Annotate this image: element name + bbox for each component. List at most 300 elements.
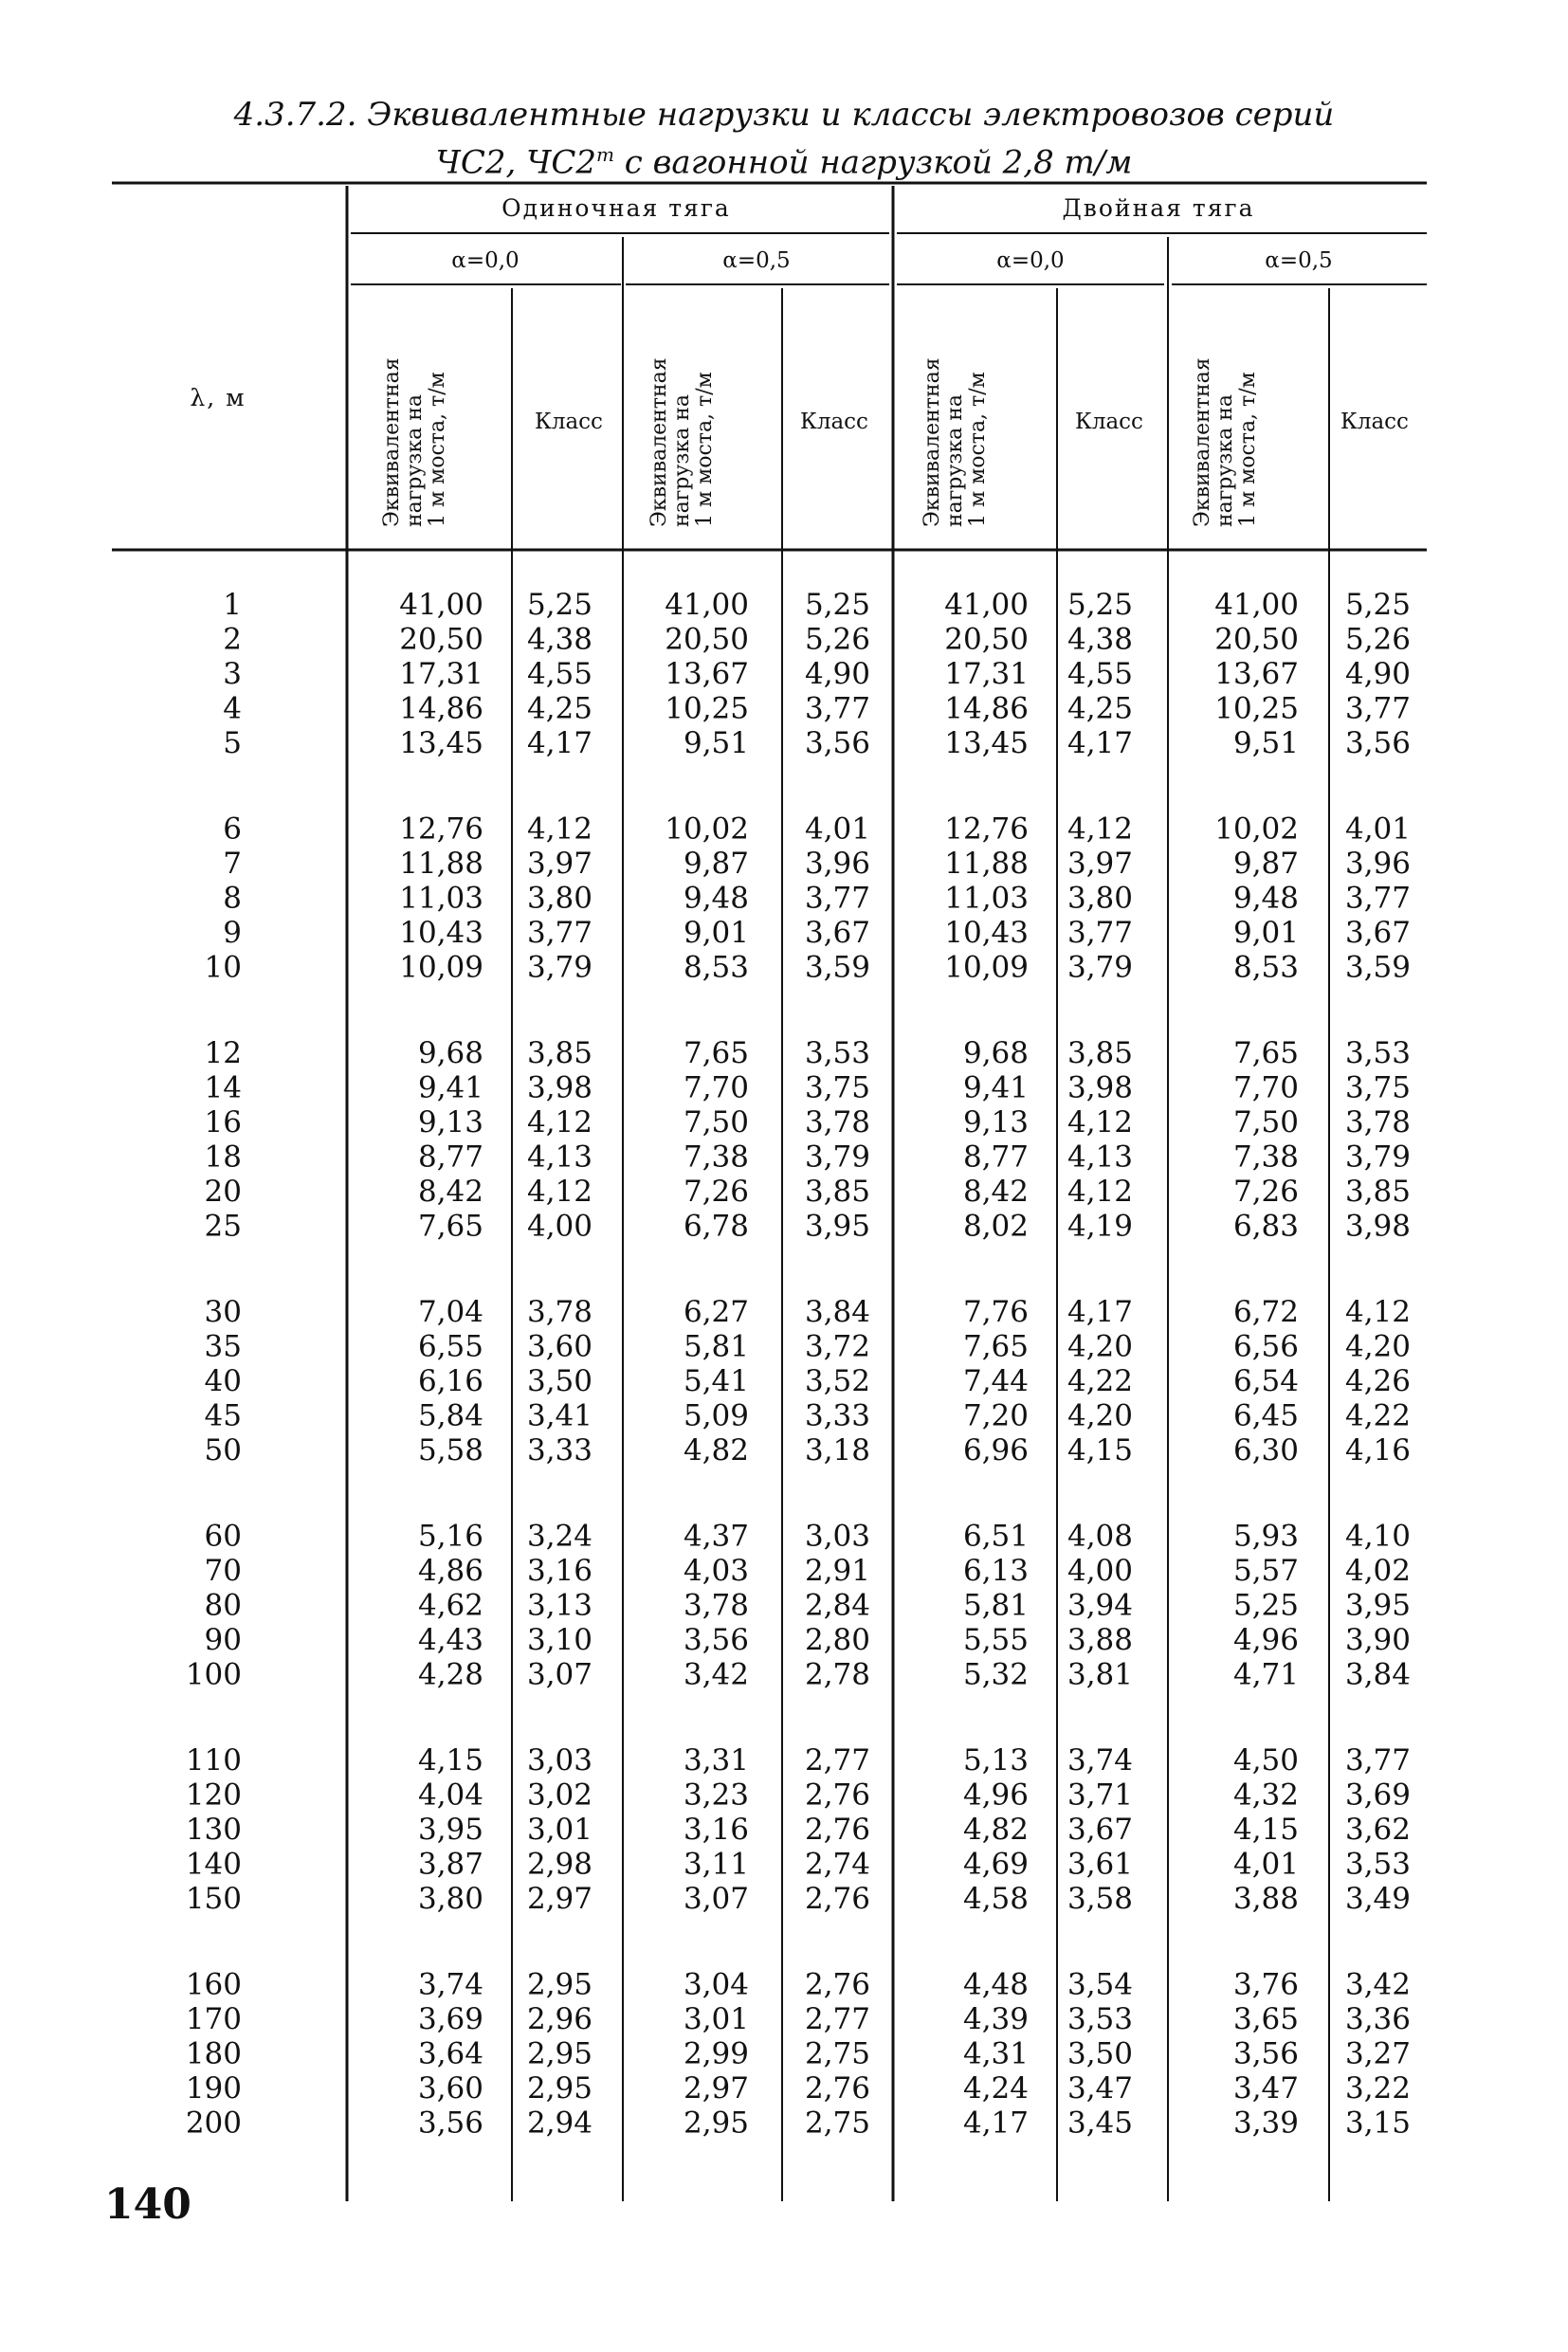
header-alpha-2: α=0,5 xyxy=(722,248,791,273)
table-row xyxy=(205,1036,1411,1070)
class-cell: 2,76 xyxy=(804,1967,870,2002)
class-cell: 4,12 xyxy=(526,811,593,847)
table-row xyxy=(186,1658,1411,1692)
load-cell: 5,57 xyxy=(1232,1554,1299,1588)
class-cell: 4,25 xyxy=(1067,691,1133,726)
header-load-line: 1 м моста, т/м xyxy=(1236,372,1260,527)
lambda-cell: 200 xyxy=(185,2106,242,2141)
lambda-cell: 180 xyxy=(185,2036,242,2071)
load-cell: 6,56 xyxy=(1232,1329,1299,1364)
load-cell: 13,67 xyxy=(665,657,749,691)
class-cell: 3,07 xyxy=(526,1657,593,1692)
class-cell: 3,27 xyxy=(1344,2036,1411,2071)
class-cell: 3,80 xyxy=(526,881,593,916)
class-cell: 2,78 xyxy=(804,1657,870,1692)
load-cell: 10,43 xyxy=(944,916,1029,950)
table-row xyxy=(186,1882,1411,1916)
class-cell: 3,56 xyxy=(804,726,870,760)
load-cell: 3,11 xyxy=(683,1847,749,1882)
class-cell: 3,75 xyxy=(1344,1070,1411,1105)
load-cell: 7,44 xyxy=(962,1364,1029,1398)
table-row xyxy=(186,2002,1411,2036)
table-row xyxy=(205,1554,1411,1588)
load-cell: 9,48 xyxy=(683,881,749,916)
class-cell: 2,77 xyxy=(804,2002,870,2036)
load-cell: 9,68 xyxy=(962,1036,1029,1070)
class-cell: 2,95 xyxy=(526,1967,593,2002)
load-cell: 9,87 xyxy=(683,847,749,881)
load-cell: 3,95 xyxy=(417,1813,483,1847)
class-cell: 3,85 xyxy=(1067,1036,1133,1070)
table-row xyxy=(223,588,1411,622)
class-cell: 3,78 xyxy=(804,1105,870,1140)
lambda-cell: 8 xyxy=(223,881,242,916)
load-cell: 17,31 xyxy=(944,657,1029,691)
load-cell: 3,64 xyxy=(417,2036,483,2071)
table-row xyxy=(205,1364,1411,1398)
class-cell: 4,10 xyxy=(1344,1519,1411,1554)
load-cell: 5,25 xyxy=(1232,1588,1299,1623)
class-cell: 3,15 xyxy=(1344,2106,1411,2141)
load-cell: 20,50 xyxy=(1214,622,1299,657)
header-alpha-1: α=0,0 xyxy=(451,248,520,273)
table-row xyxy=(223,847,1411,881)
load-cell: 5,55 xyxy=(962,1623,1029,1657)
title-series-superscript: т xyxy=(596,143,614,166)
load-cell: 6,45 xyxy=(1232,1398,1299,1433)
page-number: 140 xyxy=(104,2180,191,2229)
load-cell: 3,47 xyxy=(1232,2071,1299,2106)
load-cell: 4,04 xyxy=(417,1778,483,1813)
lambda-cell: 190 xyxy=(185,2071,242,2106)
load-cell: 2,95 xyxy=(683,2106,749,2141)
load-cell: 3,42 xyxy=(683,1657,749,1692)
class-cell: 4,17 xyxy=(526,726,593,760)
load-cell: 11,03 xyxy=(944,881,1029,916)
header-class-2: Класс xyxy=(800,410,868,434)
class-cell: 4,17 xyxy=(1067,1295,1133,1329)
class-cell: 3,33 xyxy=(526,1433,593,1468)
load-cell: 6,54 xyxy=(1232,1364,1299,1398)
load-cell: 9,41 xyxy=(962,1070,1029,1105)
lambda-cell: 150 xyxy=(185,1882,242,1916)
class-cell: 3,79 xyxy=(1067,950,1133,985)
load-cell: 9,13 xyxy=(417,1105,483,1140)
class-cell: 3,50 xyxy=(526,1364,593,1398)
load-cell: 8,77 xyxy=(962,1140,1029,1175)
load-cell: 17,31 xyxy=(399,657,483,691)
table-row xyxy=(186,1743,1411,1778)
class-cell: 2,95 xyxy=(526,2036,593,2071)
header-group-single: Одиночная тяга xyxy=(501,194,731,222)
class-cell: 3,78 xyxy=(1344,1105,1411,1140)
class-cell: 3,53 xyxy=(1344,1036,1411,1070)
table-row xyxy=(223,916,1411,950)
header-class-1: Класс xyxy=(535,410,603,434)
class-cell: 3,58 xyxy=(1067,1882,1133,1916)
load-cell: 20,50 xyxy=(944,622,1029,657)
class-cell: 4,22 xyxy=(1067,1364,1133,1398)
load-cell: 3,87 xyxy=(417,1847,483,1882)
lambda-cell: 7 xyxy=(223,847,242,881)
lambda-cell: 18 xyxy=(204,1140,242,1175)
header-load-line: 1 м моста, т/м xyxy=(426,372,449,527)
class-cell: 4,01 xyxy=(1344,811,1411,847)
header-class-4: Класс xyxy=(1340,410,1409,434)
header-load-line: Эквивалентная xyxy=(647,357,671,527)
class-cell: 3,53 xyxy=(804,1036,870,1070)
lambda-cell: 140 xyxy=(185,1847,242,1882)
class-cell: 5,26 xyxy=(804,622,870,657)
load-cell: 7,50 xyxy=(683,1105,749,1140)
load-cell: 7,65 xyxy=(417,1209,483,1244)
class-cell: 3,77 xyxy=(1344,1743,1411,1778)
load-cell: 4,31 xyxy=(962,2036,1029,2071)
load-cell: 7,65 xyxy=(1232,1036,1299,1070)
class-cell: 5,26 xyxy=(1344,622,1411,657)
load-cell: 3,56 xyxy=(1232,2036,1299,2071)
class-cell: 4,17 xyxy=(1067,726,1133,760)
class-cell: 4,12 xyxy=(1067,1105,1133,1140)
class-cell: 4,25 xyxy=(526,691,593,726)
class-cell: 3,47 xyxy=(1067,2071,1133,2106)
load-cell: 9,51 xyxy=(683,726,749,760)
class-cell: 3,53 xyxy=(1067,2002,1133,2036)
load-cell: 10,09 xyxy=(944,950,1029,985)
class-cell: 4,12 xyxy=(1344,1295,1411,1329)
header-class-3: Класс xyxy=(1075,410,1143,434)
table-row xyxy=(186,1813,1411,1847)
class-cell: 4,12 xyxy=(526,1175,593,1209)
load-cell: 6,13 xyxy=(962,1554,1029,1588)
class-cell: 3,61 xyxy=(1067,1847,1133,1882)
table-row xyxy=(205,1623,1411,1657)
class-cell: 2,95 xyxy=(526,2071,593,2106)
lambda-cell: 120 xyxy=(185,1778,242,1813)
class-cell: 4,15 xyxy=(1067,1433,1133,1468)
table-row xyxy=(205,1399,1411,1433)
class-cell: 2,76 xyxy=(804,1813,870,1847)
header-load-4 xyxy=(1191,357,1260,527)
load-cell: 4,58 xyxy=(962,1882,1029,1916)
class-cell: 5,25 xyxy=(526,588,593,622)
class-cell: 3,69 xyxy=(1344,1778,1411,1813)
class-cell: 5,25 xyxy=(1344,588,1411,622)
class-cell: 3,94 xyxy=(1067,1588,1133,1623)
load-cell: 4,96 xyxy=(962,1778,1029,1813)
class-cell: 4,12 xyxy=(1067,1175,1133,1209)
class-cell: 3,71 xyxy=(1067,1778,1133,1813)
class-cell: 3,77 xyxy=(1344,691,1411,726)
load-cell: 3,31 xyxy=(683,1743,749,1778)
class-cell: 3,45 xyxy=(1067,2106,1133,2141)
lambda-cell: 45 xyxy=(204,1398,242,1433)
load-cell: 3,76 xyxy=(1232,1967,1299,2002)
class-cell: 3,33 xyxy=(804,1398,870,1433)
load-cell: 4,71 xyxy=(1232,1657,1299,1692)
title-load: с вагонной нагрузкой 2,8 т/м xyxy=(613,143,1133,182)
table-row xyxy=(205,1520,1411,1554)
class-cell: 4,02 xyxy=(1344,1554,1411,1588)
class-cell: 3,67 xyxy=(804,916,870,950)
header-load-line: Эквивалентная xyxy=(380,357,404,527)
lambda-cell: 80 xyxy=(204,1588,242,1623)
load-cell: 13,67 xyxy=(1214,657,1299,691)
lambda-cell: 14 xyxy=(204,1070,242,1105)
table-row xyxy=(205,1071,1411,1105)
load-cell: 4,37 xyxy=(683,1519,749,1554)
load-cell: 9,48 xyxy=(1232,881,1299,916)
class-cell: 3,60 xyxy=(526,1329,593,1364)
class-cell: 3,85 xyxy=(526,1036,593,1070)
class-cell: 3,78 xyxy=(526,1295,593,1329)
load-cell: 4,50 xyxy=(1232,1743,1299,1778)
table-row xyxy=(186,2071,1411,2106)
load-cell: 11,88 xyxy=(399,847,483,881)
class-cell: 3,98 xyxy=(1344,1209,1411,1244)
class-cell: 3,10 xyxy=(526,1623,593,1657)
class-cell: 4,19 xyxy=(1067,1209,1133,1244)
class-cell: 3,79 xyxy=(526,950,593,985)
lambda-cell: 35 xyxy=(204,1329,242,1364)
lambda-cell: 9 xyxy=(223,916,242,950)
class-cell: 3,72 xyxy=(804,1329,870,1364)
table-row xyxy=(186,1778,1411,1813)
load-cell: 9,01 xyxy=(1232,916,1299,950)
load-cell: 5,58 xyxy=(417,1433,483,1468)
header-lambda: λ, м xyxy=(190,384,246,411)
load-cell: 4,82 xyxy=(683,1433,749,1468)
header-load-2 xyxy=(647,357,717,527)
load-cell: 9,41 xyxy=(417,1070,483,1105)
header-load-line: нагрузка на xyxy=(403,394,427,527)
class-cell: 2,76 xyxy=(804,1882,870,1916)
class-cell: 3,80 xyxy=(1067,881,1133,916)
load-cell: 7,20 xyxy=(962,1398,1029,1433)
load-cell: 4,48 xyxy=(962,1967,1029,2002)
lambda-cell: 160 xyxy=(185,1967,242,2002)
table-row xyxy=(223,882,1411,916)
load-cell: 7,50 xyxy=(1232,1105,1299,1140)
load-cell: 4,01 xyxy=(1232,1847,1299,1882)
class-cell: 4,38 xyxy=(526,622,593,657)
class-cell: 3,98 xyxy=(526,1070,593,1105)
class-cell: 2,76 xyxy=(804,2071,870,2106)
load-cell: 4,69 xyxy=(962,1847,1029,1882)
header-load-line: 1 м моста, т/м xyxy=(693,372,717,527)
load-cell: 5,13 xyxy=(962,1743,1029,1778)
load-cell: 7,65 xyxy=(962,1329,1029,1364)
lambda-cell: 40 xyxy=(204,1364,242,1398)
load-cell: 11,88 xyxy=(944,847,1029,881)
class-cell: 4,08 xyxy=(1067,1519,1133,1554)
load-cell: 14,86 xyxy=(944,691,1029,726)
load-cell: 6,51 xyxy=(962,1519,1029,1554)
class-cell: 4,12 xyxy=(526,1105,593,1140)
class-cell: 3,03 xyxy=(804,1519,870,1554)
load-cell: 9,51 xyxy=(1232,726,1299,760)
header-load-line: Эквивалентная xyxy=(921,357,944,527)
class-cell: 3,96 xyxy=(804,847,870,881)
class-cell: 3,36 xyxy=(1344,2002,1411,2036)
load-cell: 7,38 xyxy=(683,1140,749,1175)
load-cell: 5,81 xyxy=(683,1329,749,1364)
class-cell: 4,20 xyxy=(1067,1329,1133,1364)
class-cell: 4,22 xyxy=(1344,1398,1411,1433)
class-cell: 4,16 xyxy=(1344,1433,1411,1468)
load-cell: 4,03 xyxy=(683,1554,749,1588)
load-cell: 4,28 xyxy=(417,1657,483,1692)
load-cell: 5,16 xyxy=(417,1519,483,1554)
lambda-cell: 10 xyxy=(204,950,242,985)
class-cell: 3,90 xyxy=(1344,1623,1411,1657)
header-load-line: нагрузка на xyxy=(670,394,694,527)
load-cell: 7,70 xyxy=(683,1070,749,1105)
load-cell: 9,01 xyxy=(683,916,749,950)
load-cell: 41,00 xyxy=(944,588,1029,622)
table-row xyxy=(205,1210,1411,1244)
class-cell: 3,84 xyxy=(1344,1657,1411,1692)
class-cell: 4,13 xyxy=(1067,1140,1133,1175)
row-block-1 xyxy=(223,588,1411,760)
table-row xyxy=(205,1175,1411,1209)
class-cell: 3,53 xyxy=(1344,1847,1411,1882)
row-block-4 xyxy=(205,1295,1411,1468)
row-block-3 xyxy=(205,1036,1411,1244)
class-cell: 3,67 xyxy=(1344,916,1411,950)
header-load-1 xyxy=(380,357,449,527)
class-cell: 3,77 xyxy=(804,691,870,726)
class-cell: 3,01 xyxy=(526,1813,593,1847)
class-cell: 2,96 xyxy=(526,2002,593,2036)
class-cell: 4,55 xyxy=(526,657,593,691)
load-cell: 41,00 xyxy=(1214,588,1299,622)
load-cell: 10,25 xyxy=(665,691,749,726)
header-load-3 xyxy=(921,357,990,527)
load-cell: 7,76 xyxy=(962,1295,1029,1329)
lambda-cell: 100 xyxy=(185,1657,242,1692)
class-cell: 3,88 xyxy=(1067,1623,1133,1657)
load-cell: 9,68 xyxy=(417,1036,483,1070)
load-cell: 3,23 xyxy=(683,1778,749,1813)
class-cell: 3,41 xyxy=(526,1398,593,1433)
load-cell: 41,00 xyxy=(399,588,483,622)
lambda-cell: 30 xyxy=(204,1295,242,1329)
lambda-cell: 12 xyxy=(204,1036,242,1070)
class-cell: 4,01 xyxy=(804,811,870,847)
load-cell: 3,74 xyxy=(417,1967,483,2002)
class-cell: 3,77 xyxy=(1344,881,1411,916)
load-cell: 41,00 xyxy=(665,588,749,622)
lambda-cell: 5 xyxy=(223,726,242,760)
header-load-line: 1 м моста, т/м xyxy=(966,372,990,527)
load-cell: 3,80 xyxy=(417,1882,483,1916)
class-cell: 2,75 xyxy=(804,2036,870,2071)
load-cell: 6,83 xyxy=(1232,1209,1299,1244)
load-cell: 8,42 xyxy=(962,1175,1029,1209)
class-cell: 5,25 xyxy=(804,588,870,622)
class-cell: 3,84 xyxy=(804,1295,870,1329)
class-cell: 3,16 xyxy=(526,1554,593,1588)
table-row xyxy=(186,2106,1411,2141)
lambda-cell: 110 xyxy=(185,1743,242,1778)
lambda-cell: 20 xyxy=(204,1175,242,1209)
load-cell: 4,82 xyxy=(962,1813,1029,1847)
load-cell: 12,76 xyxy=(944,811,1029,847)
class-cell: 4,55 xyxy=(1067,657,1133,691)
load-cell: 6,16 xyxy=(417,1364,483,1398)
class-cell: 3,96 xyxy=(1344,847,1411,881)
load-cell: 12,76 xyxy=(399,811,483,847)
table-row xyxy=(205,1295,1411,1329)
load-cell: 4,96 xyxy=(1232,1623,1299,1657)
table-row xyxy=(223,623,1411,657)
class-cell: 2,94 xyxy=(526,2106,593,2141)
class-cell: 2,75 xyxy=(804,2106,870,2141)
load-cell: 4,62 xyxy=(417,1588,483,1623)
load-cell: 8,53 xyxy=(683,950,749,985)
load-cell: 4,86 xyxy=(417,1554,483,1588)
class-cell: 2,77 xyxy=(804,1743,870,1778)
load-cell: 3,16 xyxy=(683,1813,749,1847)
class-cell: 3,56 xyxy=(1344,726,1411,760)
class-cell: 2,74 xyxy=(804,1847,870,1882)
class-cell: 3,95 xyxy=(804,1209,870,1244)
class-cell: 3,22 xyxy=(1344,2071,1411,2106)
load-cell: 6,72 xyxy=(1232,1295,1299,1329)
load-cell: 3,04 xyxy=(683,1967,749,2002)
class-cell: 3,03 xyxy=(526,1743,593,1778)
load-cell: 4,39 xyxy=(962,2002,1029,2036)
header-load-line: Эквивалентная xyxy=(1191,357,1214,527)
load-cell: 6,55 xyxy=(417,1329,483,1364)
class-cell: 3,02 xyxy=(526,1778,593,1813)
class-cell: 4,12 xyxy=(1067,811,1133,847)
load-cell: 2,99 xyxy=(683,2036,749,2071)
class-cell: 4,90 xyxy=(804,657,870,691)
header-alpha-3: α=0,0 xyxy=(996,248,1065,273)
class-cell: 2,98 xyxy=(526,1847,593,1882)
class-cell: 3,42 xyxy=(1344,1967,1411,2002)
load-cell: 13,45 xyxy=(944,726,1029,760)
class-cell: 3,67 xyxy=(1067,1813,1133,1847)
table-row xyxy=(223,726,1411,760)
header-group-double: Двойная тяга xyxy=(1062,194,1255,222)
load-cell: 3,88 xyxy=(1232,1882,1299,1916)
class-cell: 3,97 xyxy=(526,847,593,881)
load-cell: 8,42 xyxy=(417,1175,483,1209)
class-cell: 3,75 xyxy=(804,1070,870,1105)
class-cell: 3,85 xyxy=(1344,1175,1411,1209)
class-cell: 3,49 xyxy=(1344,1882,1411,1916)
load-cell: 4,43 xyxy=(417,1623,483,1657)
header-load-line: нагрузка на xyxy=(943,394,967,527)
class-cell: 3,52 xyxy=(804,1364,870,1398)
lambda-cell: 16 xyxy=(204,1105,242,1140)
title-series: ЧС2, ЧС2 xyxy=(435,143,597,182)
load-cell: 8,53 xyxy=(1232,950,1299,985)
class-cell: 5,25 xyxy=(1067,588,1133,622)
load-cell: 8,77 xyxy=(417,1140,483,1175)
class-cell: 4,20 xyxy=(1067,1398,1133,1433)
class-cell: 3,81 xyxy=(1067,1657,1133,1692)
load-cell: 5,32 xyxy=(962,1657,1029,1692)
class-cell: 2,91 xyxy=(804,1554,870,1588)
load-cell: 9,13 xyxy=(962,1105,1029,1140)
load-cell: 4,15 xyxy=(1232,1813,1299,1847)
load-cell: 2,97 xyxy=(683,2071,749,2106)
class-cell: 2,76 xyxy=(804,1778,870,1813)
